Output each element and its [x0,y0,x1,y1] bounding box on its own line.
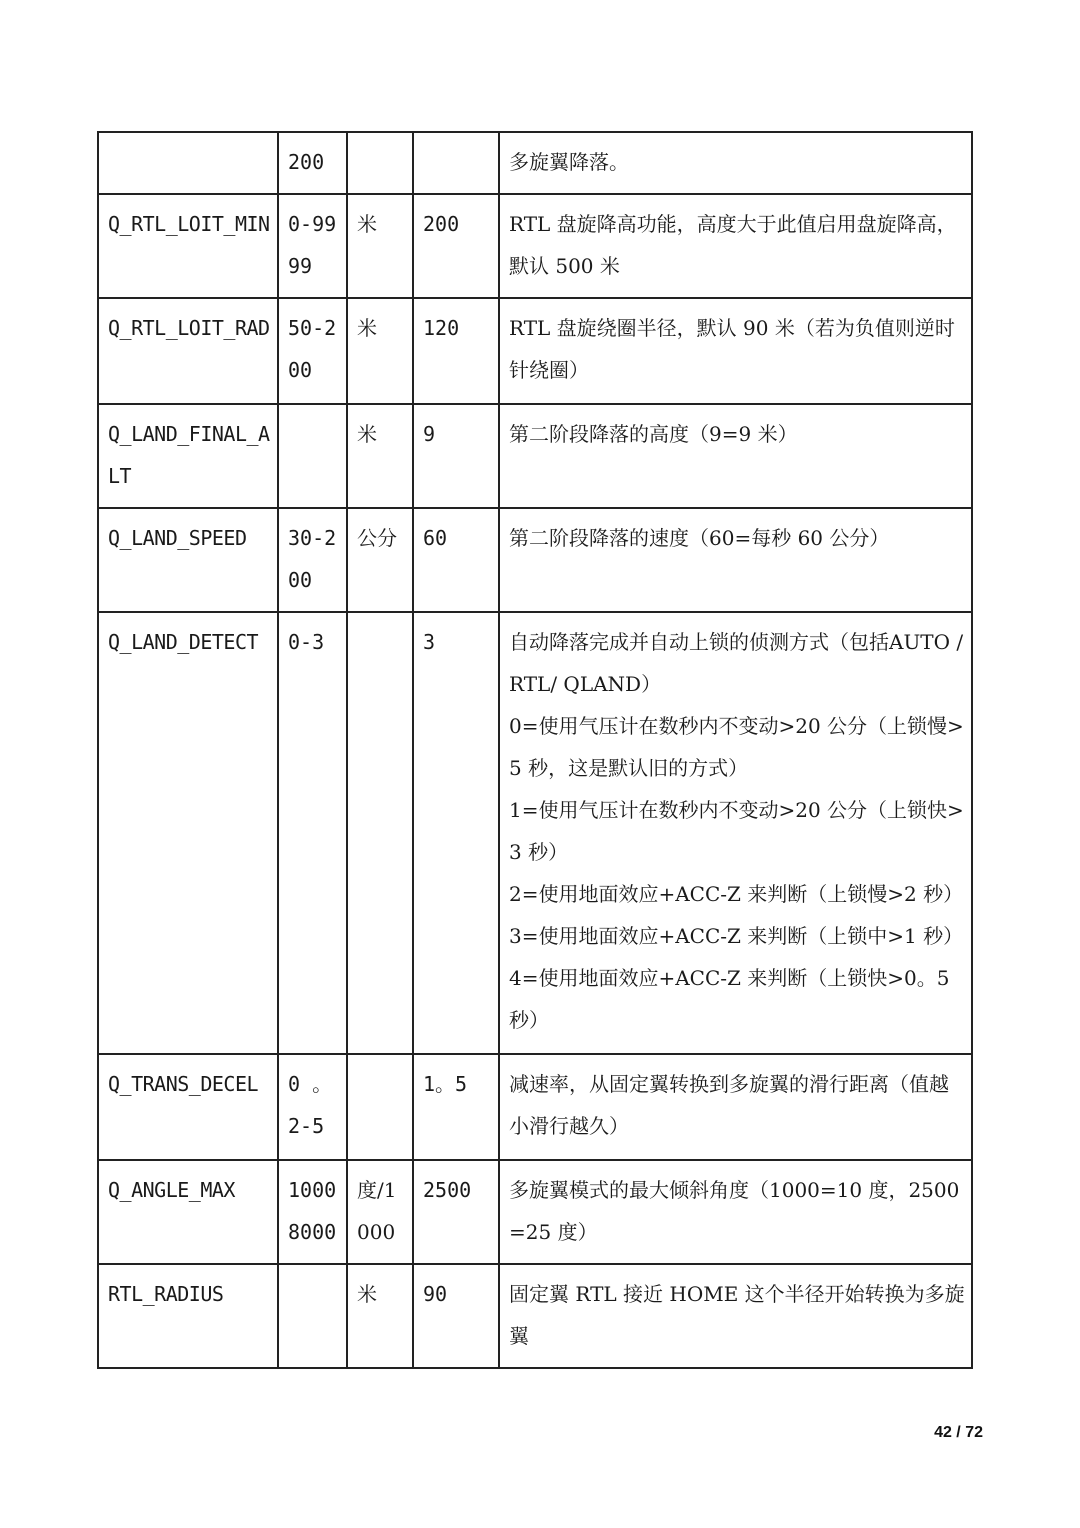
param-unit-cell: 公分 [347,508,413,612]
param-default-cell: 3 [413,612,499,1054]
table-row [98,1264,972,1368]
param-name-cell: Q_RTL_LOIT_RAD [98,298,278,404]
param-default-cell: 200 [413,194,499,298]
description-line: 减速率，从固定翼转换到多旋翼的滑行距离（值越小滑行越久） [509,1072,949,1138]
param-unit-cell [347,612,413,1054]
param-description-cell [499,1160,972,1264]
table-row [98,194,972,298]
param-range-cell: 1000 8000 [278,1160,347,1264]
table-row [98,612,972,1054]
param-name-cell: Q_LAND_FINAL_ALT [98,404,278,508]
description-line: 3=使用地面效应+ACC-Z 来判断（上锁中>1 秒） [509,924,964,948]
param-unit-cell [347,1054,413,1160]
param-description-cell [499,194,972,298]
table-row [98,132,972,194]
param-name-cell: Q_LAND_SPEED [98,508,278,612]
param-unit-cell [347,132,413,194]
param-name-cell: RTL_RADIUS [98,1264,278,1368]
param-unit-cell: 米 [347,1264,413,1368]
table-row [98,1054,972,1160]
param-name-cell: Q_LAND_DETECT [98,612,278,1054]
description-line: 1=使用气压计在数秒内不变动>20 公分（上锁快>3 秒） [509,798,964,864]
param-default-cell: 90 [413,1264,499,1368]
param-range-cell: 50-200 [278,298,347,404]
param-unit-cell: 度/1000 [347,1160,413,1264]
param-description-cell [499,404,972,508]
table-row [98,508,972,612]
description-line: 4=使用地面效应+ACC-Z 来判断（上锁快>0。5秒） [509,966,950,1032]
param-name-cell: Q_ANGLE_MAX [98,1160,278,1264]
param-name-cell [98,132,278,194]
description-line: 第二阶段降落的高度（9=9 米） [509,422,798,446]
param-range-cell: 200 [278,132,347,194]
param-description-cell [499,508,972,612]
description-line: RTL 盘旋绕圈半径，默认 90 米（若为负值则逆时针绕圈） [509,316,955,382]
param-default-cell: 120 [413,298,499,404]
page-number: 42 / 72 [934,1424,983,1441]
param-description-cell [499,612,972,1054]
description-line: 多旋翼模式的最大倾斜角度（1000=10 度，2500=25 度） [509,1178,960,1244]
param-default-cell: 60 [413,508,499,612]
param-default-cell: 9 [413,404,499,508]
description-line: 0=使用气压计在数秒内不变动>20 公分（上锁慢>5 秒，这是默认旧的方式） [509,714,964,780]
param-name-cell: Q_TRANS_DECEL [98,1054,278,1160]
param-range-cell [278,1264,347,1368]
table-row [98,298,972,404]
table-row [98,1160,972,1264]
param-range-cell: 30-200 [278,508,347,612]
param-range-cell: 0-3 [278,612,347,1054]
description-line: 第二阶段降落的速度（60=每秒 60 公分） [509,526,890,550]
param-range-cell: 0 。2-5 [278,1054,347,1160]
description-line: 自动降落完成并自动上锁的侦测方式（包括AUTO /RTL/ QLAND） [509,630,964,696]
description-line: 固定翼 RTL 接近 HOME 这个半径开始转换为多旋翼 [509,1282,965,1348]
param-default-cell: 1。5 [413,1054,499,1160]
param-unit-cell: 米 [347,194,413,298]
param-unit-cell: 米 [347,404,413,508]
parameter-table [97,131,973,1369]
param-description-cell [499,132,972,194]
description-line: 多旋翼降落。 [509,150,629,174]
param-description-cell [499,298,972,404]
param-range-cell: 0-9999 [278,194,347,298]
table-row [98,404,972,508]
description-line: RTL 盘旋降高功能，高度大于此值启用盘旋降高，默认 500 米 [509,212,957,278]
description-line: 2=使用地面效应+ACC-Z 来判断（上锁慢>2 秒） [509,882,964,906]
param-default-cell [413,132,499,194]
param-description-cell [499,1054,972,1160]
param-description-cell [499,1264,972,1368]
param-unit-cell: 米 [347,298,413,404]
parameter-table-body [98,132,972,1368]
param-range-cell [278,404,347,508]
param-default-cell: 2500 [413,1160,499,1264]
param-name-cell: Q_RTL_LOIT_MIN [98,194,278,298]
